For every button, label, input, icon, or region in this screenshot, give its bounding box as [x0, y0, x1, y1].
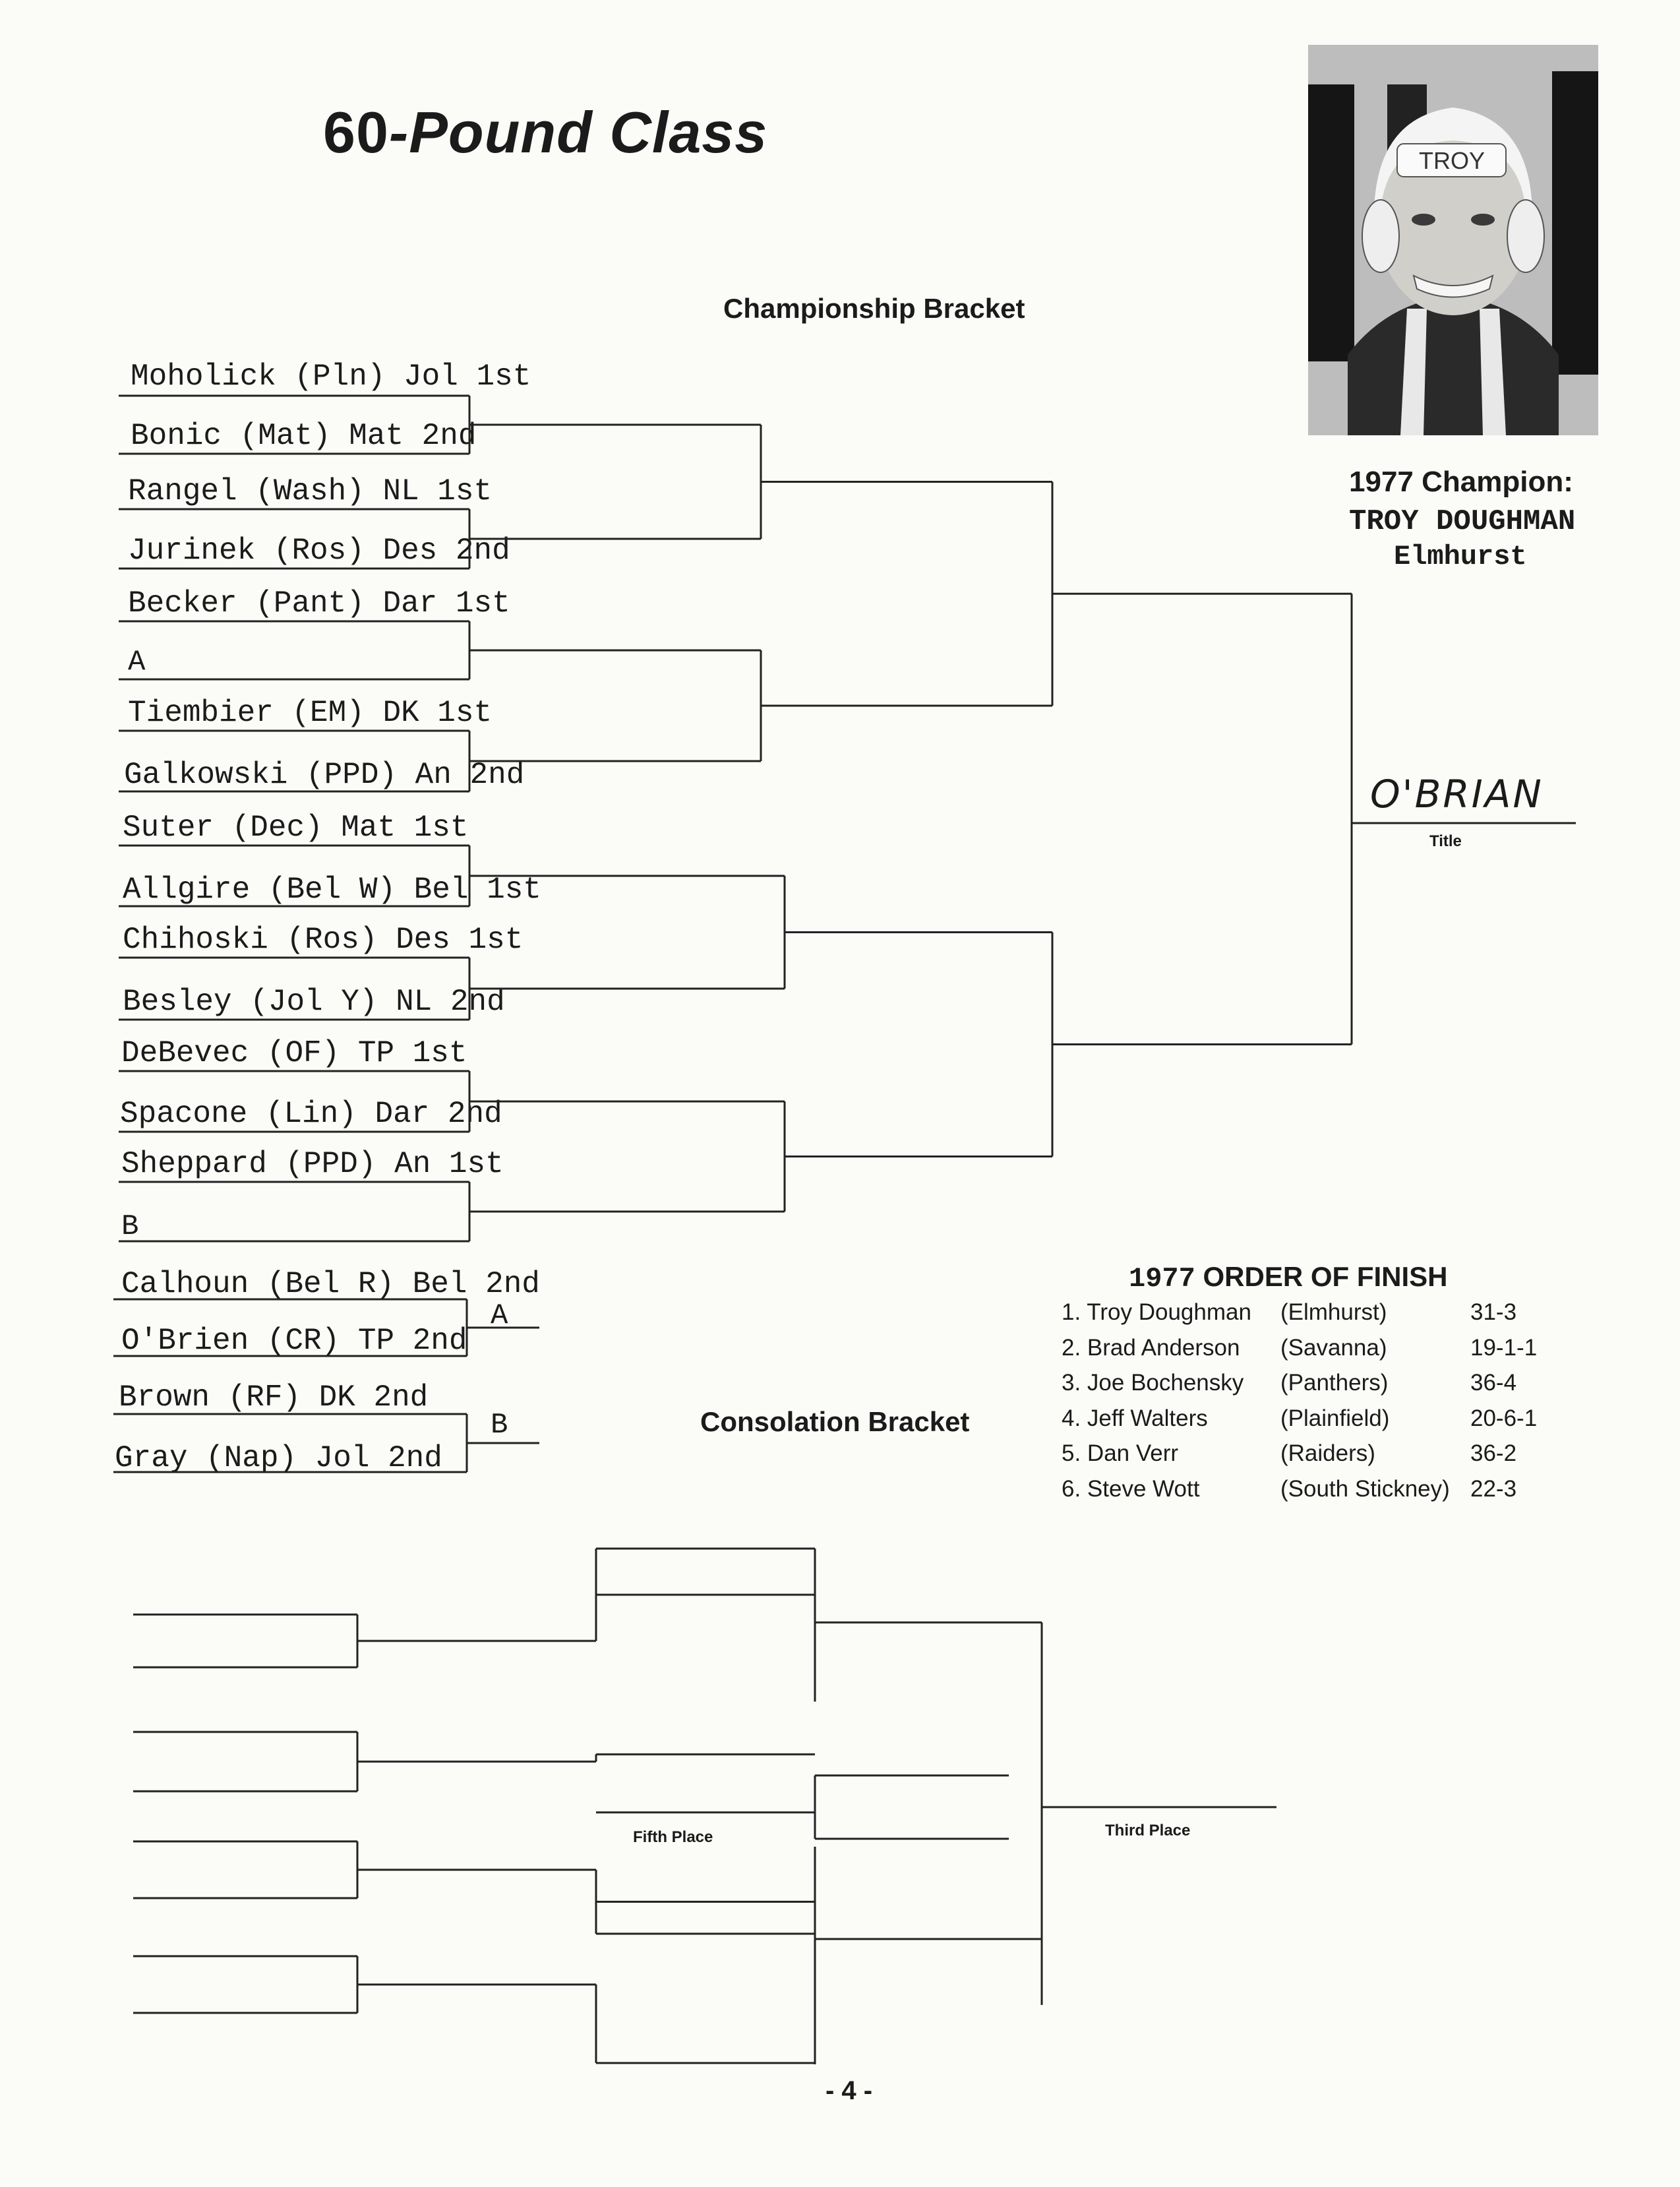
order-of-finish-record: 36-4	[1470, 1370, 1517, 1396]
order-of-finish-team: (Raiders)	[1280, 1440, 1375, 1466]
bracket-entry: Jurinek (Ros) Des 2nd	[128, 534, 510, 568]
prelim-entry: Calhoun (Bel R) Bel 2nd	[121, 1267, 540, 1301]
order-of-finish-record: 31-3	[1470, 1299, 1517, 1325]
order-of-finish-team: (Panthers)	[1280, 1370, 1389, 1396]
order-of-finish-title: 1977 ORDER OF FINISH	[1129, 1261, 1448, 1295]
bracket-entry: Galkowski (PPD) An 2nd	[124, 758, 525, 792]
title-label: Title	[1429, 832, 1462, 850]
svg-text:TROY: TROY	[1418, 147, 1485, 174]
bracket-entry: Chihoski (Ros) Des 1st	[123, 923, 524, 957]
prelim-entry: Brown (RF) DK 2nd	[119, 1380, 429, 1415]
bracket-entry: Moholick (Pln) Jol 1st	[131, 359, 531, 394]
third-place-label: Third Place	[1105, 1822, 1191, 1839]
order-of-finish-record: 22-3	[1470, 1475, 1517, 1502]
order-of-finish-team: (Savanna)	[1280, 1334, 1387, 1361]
page-number: - 4 -	[825, 2076, 873, 2105]
order-of-finish-place: 6. Steve Wott	[1062, 1475, 1200, 1502]
champion-name: TROY DOUGHMAN	[1349, 505, 1576, 538]
order-of-finish-team: (Elmhurst)	[1280, 1299, 1387, 1325]
bracket-entry: Spacone (Lin) Dar 2nd	[120, 1097, 502, 1131]
order-of-finish-record: 36-2	[1470, 1440, 1517, 1466]
prelim-letter-b: B	[491, 1409, 508, 1442]
prelim-entry: Gray (Nap) Jol 2nd	[115, 1441, 442, 1475]
prelim-letter-a: A	[491, 1299, 508, 1332]
champion-label: 1977 Champion:	[1349, 466, 1573, 498]
bracket-entry: Tiembier (EM) DK 1st	[128, 696, 493, 730]
bracket-entry: B	[121, 1210, 139, 1243]
bracket-entry: DeBevec (OF) TP 1st	[121, 1036, 467, 1070]
order-of-finish-place: 2. Brad Anderson	[1062, 1334, 1240, 1361]
order-of-finish-team: (Plainfield)	[1280, 1405, 1390, 1431]
page-title: 60-Pound Class	[323, 100, 768, 165]
order-of-finish-place: 1. Troy Doughman	[1062, 1299, 1251, 1325]
order-of-finish-place: 5. Dan Verr	[1062, 1440, 1179, 1466]
fifth-place-label: Fifth Place	[633, 1828, 713, 1846]
bracket-entry: Bonic (Mat) Mat 2nd	[131, 419, 477, 453]
order-of-finish-record: 19-1-1	[1470, 1334, 1538, 1361]
champion-school: Elmhurst	[1394, 541, 1527, 572]
order-of-finish-place: 3. Joe Bochensky	[1062, 1370, 1244, 1396]
bracket-entry: Suter (Dec) Mat 1st	[123, 811, 469, 845]
order-of-finish-team: (South Stickney)	[1280, 1475, 1450, 1502]
bracket-entry: Rangel (Wash) NL 1st	[128, 474, 493, 508]
bracket-entry: A	[128, 646, 146, 679]
championship-bracket-heading: Championship Bracket	[723, 293, 1025, 324]
consolation-bracket-heading: Consolation Bracket	[700, 1406, 970, 1437]
prelim-entry: O'Brien (CR) TP 2nd	[121, 1324, 467, 1358]
title-winner-handwritten: O'BRIAN	[1370, 772, 1544, 816]
bracket-entry: Sheppard (PPD) An 1st	[121, 1147, 504, 1181]
order-of-finish-place: 4. Jeff Walters	[1062, 1405, 1208, 1431]
bracket-entry: Besley (Jol Y) NL 2nd	[123, 985, 505, 1019]
order-of-finish-record: 20-6-1	[1470, 1405, 1538, 1431]
bracket-entry: Becker (Pant) Dar 1st	[128, 586, 510, 621]
bracket-entry: Allgire (Bel W) Bel 1st	[123, 873, 541, 907]
